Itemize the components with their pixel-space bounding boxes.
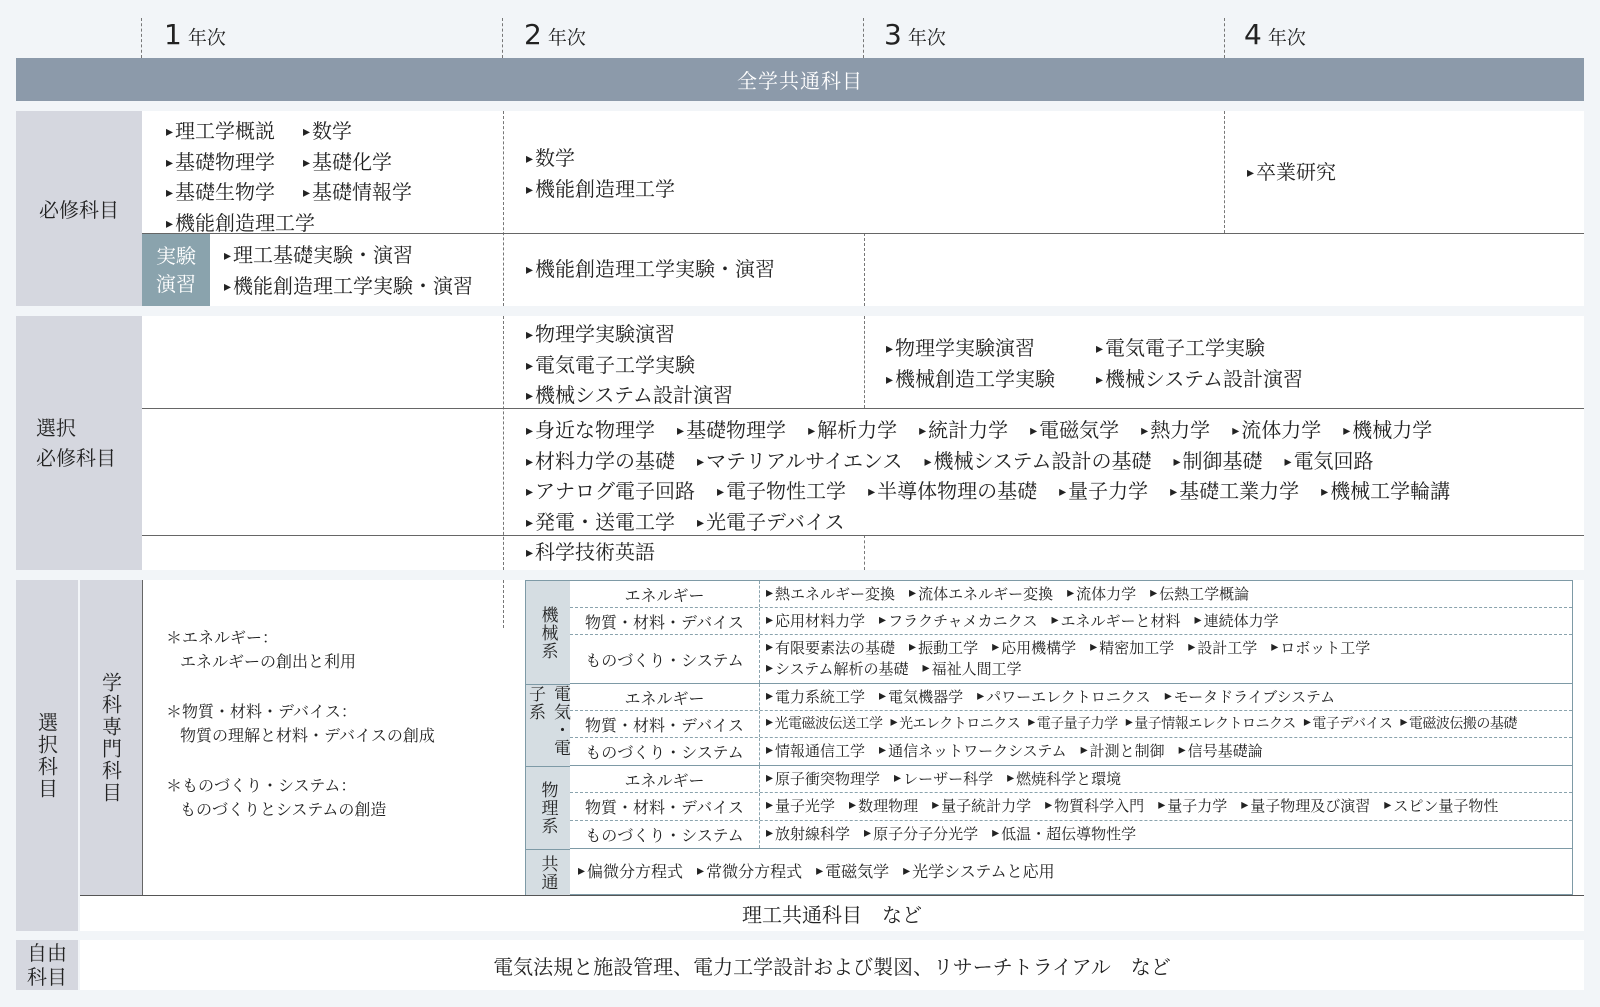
course-item: ▸ 制御基礎 [1174, 449, 1263, 473]
course-item: ▸ 基礎物理学 [166, 149, 281, 180]
course-item: ▸ 機能創造理工学実験・演習 [526, 257, 775, 281]
sentaku-hisshu-r3 [526, 539, 677, 570]
label-line: 科目 [27, 965, 67, 989]
divider [864, 535, 865, 570]
course-item: ▸ 振動工学 [909, 639, 978, 657]
course-item: ▸ 統計力学 [919, 418, 1008, 442]
system-label: 電気・電子系 [526, 684, 570, 766]
hisshu-y2-list [526, 145, 697, 206]
course-cell [760, 796, 1512, 817]
year-suffix: 年次 [1267, 27, 1306, 49]
table-row [570, 684, 1572, 711]
course-item: ▸ 精密加工学 [1090, 639, 1174, 657]
course-item: ▸ 原子分子分光学 [864, 825, 978, 843]
list-row [526, 256, 797, 287]
course-item: ▸ 卒業研究 [1247, 160, 1336, 184]
year-3-heading [884, 18, 946, 51]
course-cell [760, 824, 1150, 845]
course-item: ▸ 機械工学輪講 [1321, 479, 1450, 503]
course-item: ▸ 電気電子工学実験 [526, 353, 695, 377]
course-item: ▸ 電気電子工学実験 [1096, 336, 1265, 360]
course-item: ▸ 熱力学 [1141, 418, 1210, 442]
gakka-senmon-label: 学科専門科目 [80, 580, 142, 895]
table-row [570, 738, 1572, 766]
year-divider [502, 18, 503, 58]
category-cell: 物質・材料・デバイス [570, 711, 760, 737]
category-cell: ものづくり・システム [570, 738, 760, 765]
course-item: ▸ レーザー科学 [894, 770, 993, 788]
rikou-kyotsu-row: 理工共通科目 など [80, 895, 1584, 931]
course-item: ▸ 発電・送電工学 [526, 510, 675, 534]
course-item: ▸ スピン量子物性 [1384, 797, 1498, 815]
course-item: ▸ 基礎化学 [303, 150, 392, 174]
hisshu-label: 必修科目 [16, 111, 142, 306]
senmon-table [525, 580, 1573, 895]
course-item: ▸ エネルギーと材料 [1051, 612, 1180, 630]
system-label: 物理系 [526, 766, 570, 849]
list-row [526, 352, 755, 383]
course-cell [760, 687, 1349, 708]
course-item: ▸ 数学 [526, 146, 575, 170]
course-item: ▸ 機能創造理工学 [166, 211, 315, 235]
year-divider [141, 18, 142, 58]
course-item: ▸ 有限要素法の基礎 [766, 639, 895, 657]
jikken-label [142, 234, 210, 306]
list-row [166, 149, 434, 180]
course-item: ▸ 電気回路 [1285, 449, 1374, 473]
course-item: ▸ 電磁気学 [1030, 418, 1119, 442]
note-text: 物質の理解と材料・デバイスの創成 [180, 726, 435, 745]
system-label: 共通 [526, 849, 570, 895]
sentaku-hisshu-r1-y3 [886, 335, 1325, 396]
course-item: ▸ マテリアルサイエンス [697, 449, 902, 473]
note-text: ものづくりとシステムの創造 [180, 800, 387, 819]
list-row [526, 176, 697, 207]
sentaku-hisshu-r2 [526, 417, 1472, 539]
course-item: ▸ 機械力学 [1343, 418, 1432, 442]
course-item: ▸ 基礎情報学 [303, 180, 412, 204]
list-row [224, 273, 495, 304]
course-item: ▸ 燃焼科学と環境 [1007, 770, 1121, 788]
divider [142, 580, 143, 895]
course-item: ▸ 物理学実験演習 [526, 322, 675, 346]
course-item: ▸ 量子力学 [1158, 797, 1227, 815]
course-item: ▸ 機械システム設計演習 [526, 383, 733, 407]
course-item: ▸ 数学 [303, 119, 352, 143]
course-item: ▸ 機械システム設計演習 [1096, 367, 1303, 391]
course-cell [760, 714, 1517, 734]
year-divider [1224, 18, 1225, 58]
course-item: ▸ 光エレクトロニクス [891, 716, 1021, 732]
course-item: ▸ 偏微分方程式 [578, 862, 683, 881]
course-item: ▸ 流体力学 [1067, 585, 1136, 603]
course-item: ▸ 物理学実験演習 [886, 335, 1074, 366]
course-item: ▸ 材料力学の基礎 [526, 449, 675, 473]
course-item: ▸ 福祉人間工学 [923, 660, 1022, 678]
course-item: ▸ 身近な物理学 [526, 418, 655, 442]
note-heading: ＊エネルギー： [166, 628, 279, 647]
table-row [570, 581, 1572, 608]
year-number: 3 [884, 18, 902, 51]
category-cell: 物質・材料・デバイス [570, 608, 760, 634]
category-cell: ものづくり・システム [570, 635, 760, 683]
category-cell: ものづくり・システム [570, 821, 760, 848]
jikken-label-line: 演習 [156, 272, 196, 296]
note-heading: ＊ものづくり・システム： [166, 776, 357, 795]
course-item: ▸ モータドライブシステム [1165, 688, 1335, 706]
course-item: ▸ 光電磁波伝送工学 [766, 716, 883, 732]
course-item: ▸ 熱エネルギー変換 [766, 585, 895, 603]
course-item: ▸ 基礎工業力学 [1170, 479, 1299, 503]
table-row [570, 608, 1572, 635]
list-row [526, 145, 697, 176]
course-item: ▸ 電子量子力学 [1028, 716, 1118, 732]
jiyu-label [16, 940, 78, 990]
course-line [766, 659, 1384, 680]
list-row [886, 335, 1325, 366]
course-item: ▸ 応用機構学 [992, 639, 1076, 657]
label-line: 自由 [27, 941, 67, 965]
list-row [526, 509, 1472, 540]
course-item: ▸ 量子情報エレクトロニクス [1126, 716, 1296, 732]
year-number: 1 [164, 18, 182, 51]
label-line: 必修科目 [36, 446, 116, 470]
list-row [224, 242, 495, 273]
course-item: ▸ 機能創造理工学実験・演習 [224, 274, 473, 298]
course-item: ▸ 基礎生物学 [166, 179, 281, 210]
senmon-rows [570, 581, 1572, 895]
divider [864, 316, 865, 408]
list-row [526, 539, 677, 570]
category-cell: エネルギー [570, 581, 760, 607]
course-item: ▸ 光学システムと応用 [903, 862, 1054, 881]
course-item: ▸ 電子物性工学 [717, 479, 846, 503]
course-item: ▸ 機械創造工学実験 [886, 366, 1074, 397]
course-item: ▸ 機械システム設計の基礎 [924, 449, 1151, 473]
label-line: 選択 [36, 416, 76, 440]
list-row [526, 382, 755, 413]
table-row [570, 821, 1572, 849]
course-item: ▸ 流体エネルギー変換 [909, 585, 1053, 603]
course-item: ▸ 電磁波伝搬の基礎 [1400, 716, 1517, 732]
course-item: ▸ 電気機器学 [879, 688, 963, 706]
field-notes [166, 626, 435, 822]
year-1-heading [164, 18, 226, 51]
course-item: ▸ 理工基礎実験・演習 [224, 243, 413, 267]
course-item: ▸ 電子デバイス [1304, 716, 1393, 732]
table-row [570, 793, 1572, 821]
course-line [766, 638, 1384, 659]
year-number: 2 [524, 18, 542, 51]
course-cell [760, 638, 1384, 680]
course-item: ▸ 低温・超伝導物性学 [992, 825, 1136, 843]
course-item: ▸ 原子衝突物理学 [766, 770, 880, 788]
year-number: 4 [1244, 18, 1262, 51]
divider [142, 408, 1584, 409]
jikken-y1-list [224, 242, 495, 303]
course-item: ▸ 解析力学 [808, 418, 897, 442]
course-item: ▸ 数理物理 [849, 797, 918, 815]
zengaku-banner: 全学共通科目 [16, 58, 1584, 101]
course-item: ▸ 基礎物理学 [677, 418, 786, 442]
divider [503, 580, 504, 628]
year-divider [863, 18, 864, 58]
course-item: ▸ 放射線科学 [766, 825, 850, 843]
course-item: ▸ 理工学概説 [166, 118, 281, 149]
course-cell [760, 741, 1277, 762]
course-cell [760, 584, 1263, 605]
course-item: ▸ 物質科学入門 [1045, 797, 1144, 815]
category-cell: エネルギー [570, 766, 760, 792]
sentaku-label: 選択科目 [16, 580, 78, 931]
list-row [166, 179, 434, 210]
year-2-heading [524, 18, 586, 51]
course-item: ▸ パワーエレクトロニクス [977, 688, 1151, 706]
course-item: ▸ 応用材料力学 [766, 612, 865, 630]
table-row [570, 711, 1572, 738]
divider [503, 316, 504, 570]
sentaku-hisshu-r1-y2 [526, 321, 755, 413]
divider [503, 111, 504, 306]
note-heading: ＊物質・材料・デバイス： [166, 702, 357, 721]
list-row [886, 366, 1325, 397]
course-item: ▸ 電力系統工学 [766, 688, 865, 706]
year-suffix: 年次 [187, 27, 226, 49]
course-item: ▸ 量子力学 [1059, 479, 1148, 503]
course-item: ▸ ロボット工学 [1271, 639, 1370, 657]
jikken-y2-list [526, 256, 797, 287]
list-row [526, 417, 1472, 448]
year-4-heading [1244, 18, 1306, 51]
course-item: ▸ 流体力学 [1232, 418, 1321, 442]
year-suffix: 年次 [547, 27, 586, 49]
course-item: ▸ フラクチャメカニクス [879, 612, 1037, 630]
table-row [570, 766, 1572, 793]
course-item: ▸ 電磁気学 [816, 862, 889, 881]
list-row [526, 448, 1472, 479]
course-item: ▸ 機能創造理工学 [526, 177, 675, 201]
course-item: ▸ 通信ネットワークシステム [879, 742, 1067, 760]
course-item: ▸ 計測と制御 [1081, 742, 1165, 760]
table-row [570, 635, 1572, 684]
course-item: ▸ 伝熱工学概論 [1150, 585, 1249, 603]
course-item: ▸ アナログ電子回路 [526, 479, 695, 503]
course-item: ▸ 量子統計力学 [932, 797, 1031, 815]
year-suffix: 年次 [907, 27, 946, 49]
list-row [526, 321, 755, 352]
course-item: ▸ 常微分方程式 [697, 862, 802, 881]
hisshu-y1-list [166, 118, 434, 240]
course-item: ▸ 光電子デバイス [697, 510, 845, 534]
category-cell: 物質・材料・デバイス [570, 793, 760, 820]
sentaku-hisshu-label [16, 316, 142, 570]
jikken-label-line: 実験 [156, 244, 196, 268]
course-item: ▸ 半導体物理の基礎 [868, 479, 1037, 503]
divider [1224, 111, 1225, 233]
course-item: ▸ 設計工学 [1188, 639, 1257, 657]
course-item: ▸ 量子物理及び演習 [1241, 797, 1370, 815]
course-cell [760, 611, 1293, 632]
note-text: エネルギーの創出と利用 [180, 652, 357, 671]
list-row [526, 478, 1472, 509]
list-row [166, 118, 434, 149]
divider [864, 233, 865, 306]
hisshu-y4-list [1247, 159, 1358, 190]
jiyu-row: 電気法規と施設管理、電力工学設計および製図、リサーチトライアル など [80, 940, 1584, 990]
system-label: 機械系 [526, 581, 570, 684]
course-item: ▸ 信号基礎論 [1179, 742, 1263, 760]
course-item: ▸ 量子光学 [766, 797, 835, 815]
list-row [1247, 159, 1358, 190]
course-cell [570, 862, 1069, 883]
course-item: ▸ システム解析の基礎 [766, 660, 909, 678]
course-item: ▸ 連続体力学 [1195, 612, 1279, 630]
table-row [570, 849, 1572, 895]
course-item: ▸ 科学技術英語 [526, 540, 655, 564]
course-cell [760, 769, 1135, 790]
course-item: ▸ 情報通信工学 [766, 742, 865, 760]
category-cell: エネルギー [570, 684, 760, 710]
